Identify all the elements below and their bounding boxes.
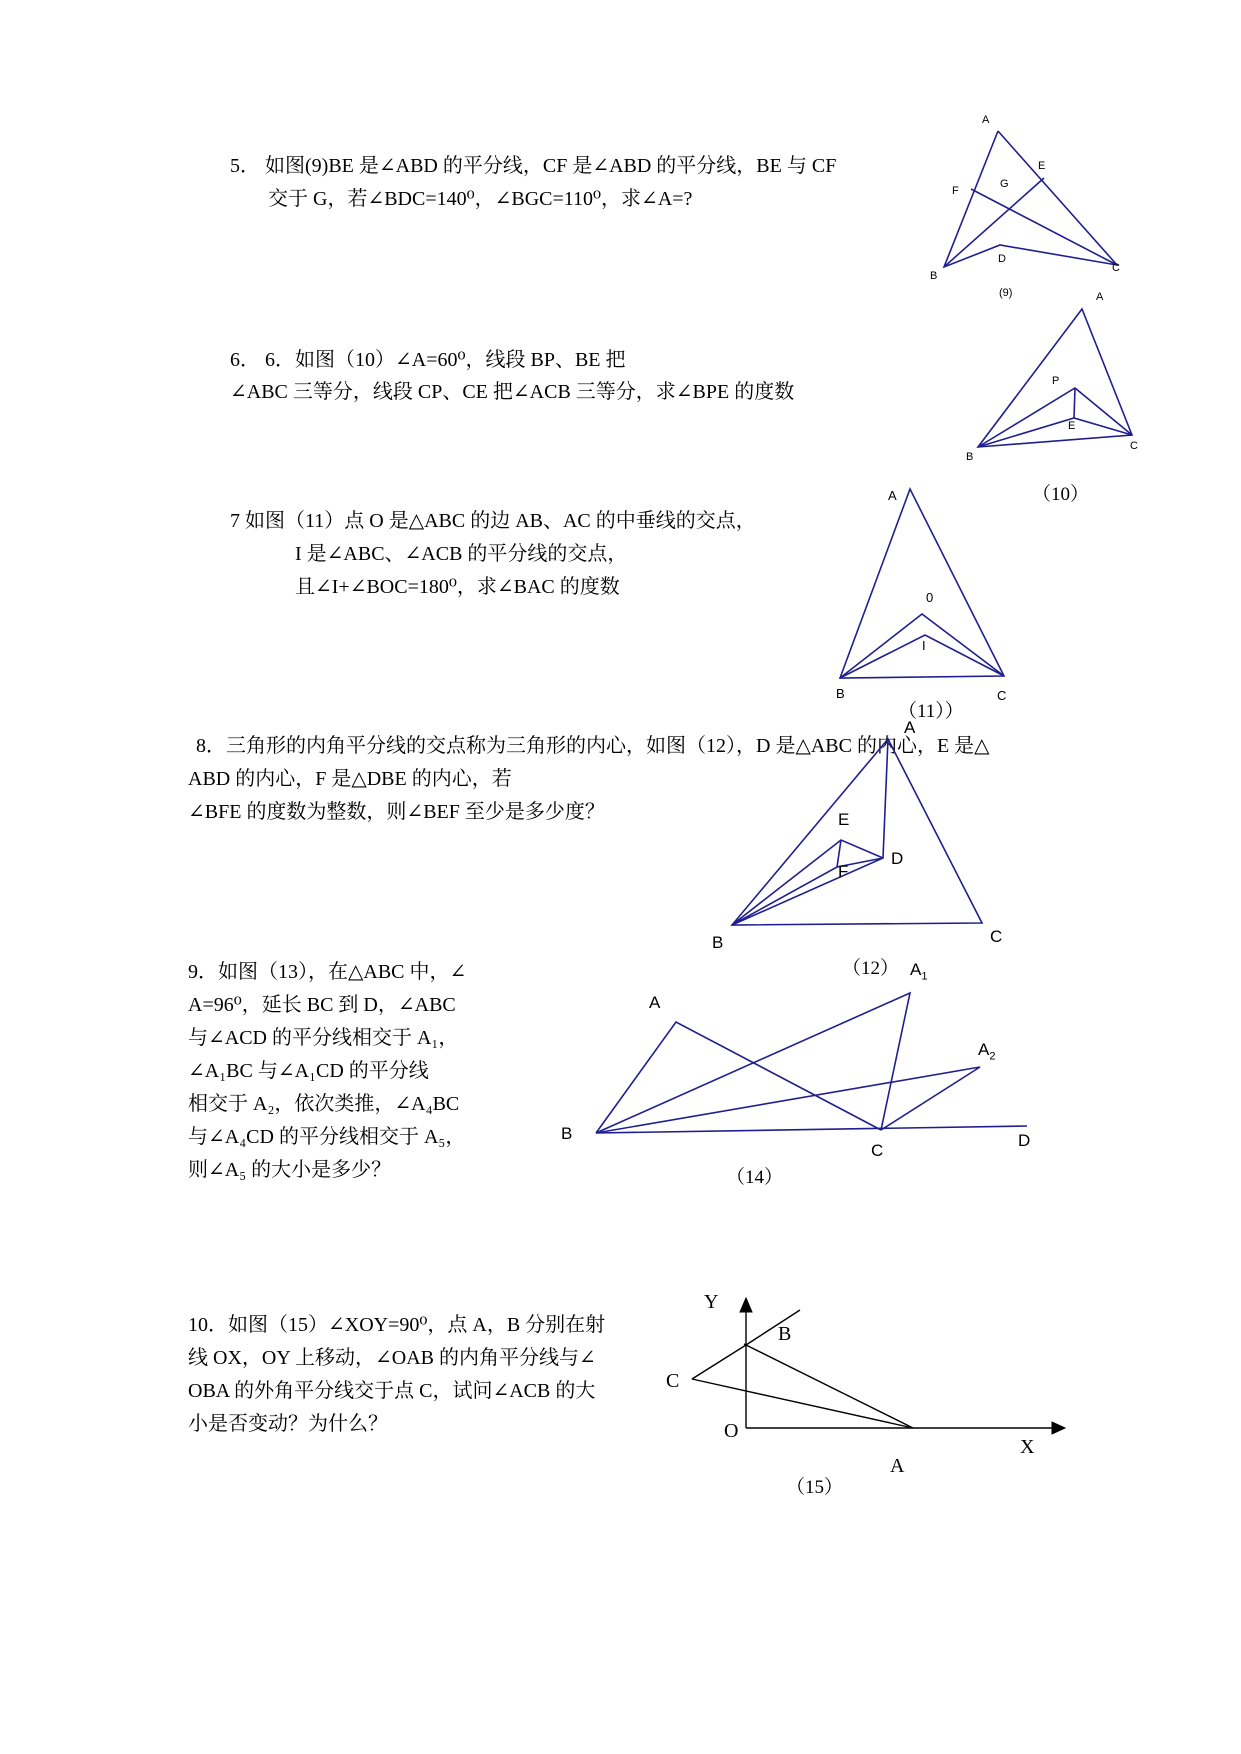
problem-9-line-6: 与∠A₄CD 的平分线相交于 A₅， [188,1126,466,1148]
problem-7-line-1: 7 如图（11）点 O 是△ABC 的边 AB、AC 的中垂线的交点， [230,510,756,532]
fig12-caption: （12） [842,958,900,979]
fig12-label-a: A [904,718,916,737]
figure-9 [944,131,1117,267]
fig14-label-a2-sub: 2 [989,1050,996,1063]
fig15-label-c: C [666,1370,680,1392]
fig12-label-d: D [891,849,904,868]
fig14-path-a2 [596,1067,980,1133]
fig9-segment-be [944,178,1044,267]
fig12-label-f: F [838,862,849,881]
fig14-label-a: A [649,993,661,1012]
fig10-label-p: P [1052,375,1060,387]
fig15-segment-ab-ext [744,1344,913,1428]
figure-12 [732,739,982,925]
fig15-segment-cb [692,1345,746,1379]
problem-9-line-5: 相交于 A₂，依次类推，∠A₄BC [188,1093,460,1115]
fig14-triangle-abc [596,1022,881,1133]
problem-10-line-4: 小是否变动？为什么？ [188,1413,388,1435]
fig15-axis-x-arrow [1052,1422,1065,1434]
fig12-label-b: B [712,933,724,952]
fig15-axis-y-arrow [740,1298,752,1312]
fig15-label-a: A [890,1455,905,1477]
fig12-label-c: C [990,927,1003,946]
problem-7-line-2: I 是∠ABC、∠ACB 的平分线的交点， [295,543,628,565]
problem-8-line-1: 8．三角形的内角平分线的交点称为三角形的内心，如图（12），D 是△ABC 的内心，E 是△ [196,735,990,757]
fig9-label-a: A [982,114,990,126]
fig11-label-c: C [997,688,1007,703]
fig14-path-a1 [596,993,910,1133]
fig9-label-g: G [1000,178,1009,190]
fig14-label-b: B [561,1124,573,1143]
problem-6-line-2: ∠ABC 三等分，线段 CP、CE 把∠ACB 三等分，求∠BPE 的度数 [230,381,795,403]
fig9-segment-cf [971,189,1117,265]
fig9-label-e: E [1038,160,1046,172]
problem-5-line-1: 5． 如图(9)BE 是∠ABD 的平分线，CF 是∠ABD 的平分线，BE 与 CF [230,155,837,177]
fig10-caption: （10） [1032,484,1090,505]
fig10-segment-pe [1074,388,1075,418]
problem-9-line-1: 9．如图（13），在△ABC 中，∠ [188,961,467,983]
problem-10-line-1: 10．如图（15）∠XOY=90⁰，点 A，B 分别在射 [188,1314,606,1336]
fig15-ray-ab-ext [746,1310,800,1345]
fig11-label-b: B [836,686,845,701]
problem-7-line-3: 且∠I+∠BOC=180⁰，求∠BAC 的度数 [295,576,620,598]
fig14-label-d: D [1018,1131,1031,1150]
problem-10-line-2: 线 OX，OY 上移动，∠OAB 的内角平分线与∠ [188,1347,596,1369]
fig15-label-y: Y [704,1291,719,1313]
fig9-label-b: B [930,270,938,282]
figure-14 [596,993,1027,1133]
fig14-line-bd [596,1126,1027,1133]
fig10-label-a: A [1096,291,1104,303]
problem-6-line-1: 6． 6．如图（10）∠A=60⁰，线段 BP、BE 把 [230,349,626,371]
fig9-label-f: F [952,185,959,197]
fig14-label-a2: $A_2$ [978,1040,996,1063]
fig12-label-e: E [838,810,850,829]
fig10-label-c: C [1130,440,1138,452]
fig12-triangle [732,739,982,925]
fig14-label-a1: $A_1$ [910,960,928,983]
fig15-caption: （15） [786,1477,844,1498]
fig9-label-c: C [1112,262,1120,274]
figure-15 [692,1298,1065,1434]
fig11-label-o: 0 [926,590,934,605]
problem-8-line-2: ABD 的内心，F 是△DBE 的内心，若 [188,768,512,790]
fig14-label-a1-sub: 1 [921,970,928,983]
fig9-caption: (9) [999,287,1013,299]
problem-8-line-3: ∠BFE 的度数为整数，则∠BEF 至少是多少度？ [188,801,605,823]
fig11-caption: （11）） [898,701,964,722]
problem-9-line-7: 则∠A₅ 的大小是多少？ [188,1159,392,1181]
fig10-label-e: E [1068,420,1076,432]
fig14-label-c: C [871,1141,884,1160]
fig14-caption: （14） [726,1167,784,1188]
fig10-label-b: B [966,451,974,463]
problem-9-line-4: ∠A₁BC 与∠A₁CD 的平分线 [188,1060,429,1082]
problem-10-line-3: OBA 的外角平分线交于点 C，试问∠ACB 的大 [188,1380,596,1402]
problem-9-line-2: A=96⁰，延长 BC 到 D，∠ABC [188,994,456,1016]
problem-9-line-3: 与∠ACD 的平分线相交于 A₁， [188,1027,459,1049]
problem-5-line-2: 交于 G，若∠BDC=140⁰，∠BGC=110⁰，求∠A=? [268,188,693,210]
fig11-label-i: I [922,638,926,653]
fig9-label-d: D [998,253,1006,265]
fig15-label-x: X [1020,1436,1035,1458]
fig9-outline [944,131,1117,267]
fig15-label-b: B [778,1323,792,1345]
fig11-label-a: A [888,488,897,503]
fig15-label-o: O [724,1420,739,1442]
